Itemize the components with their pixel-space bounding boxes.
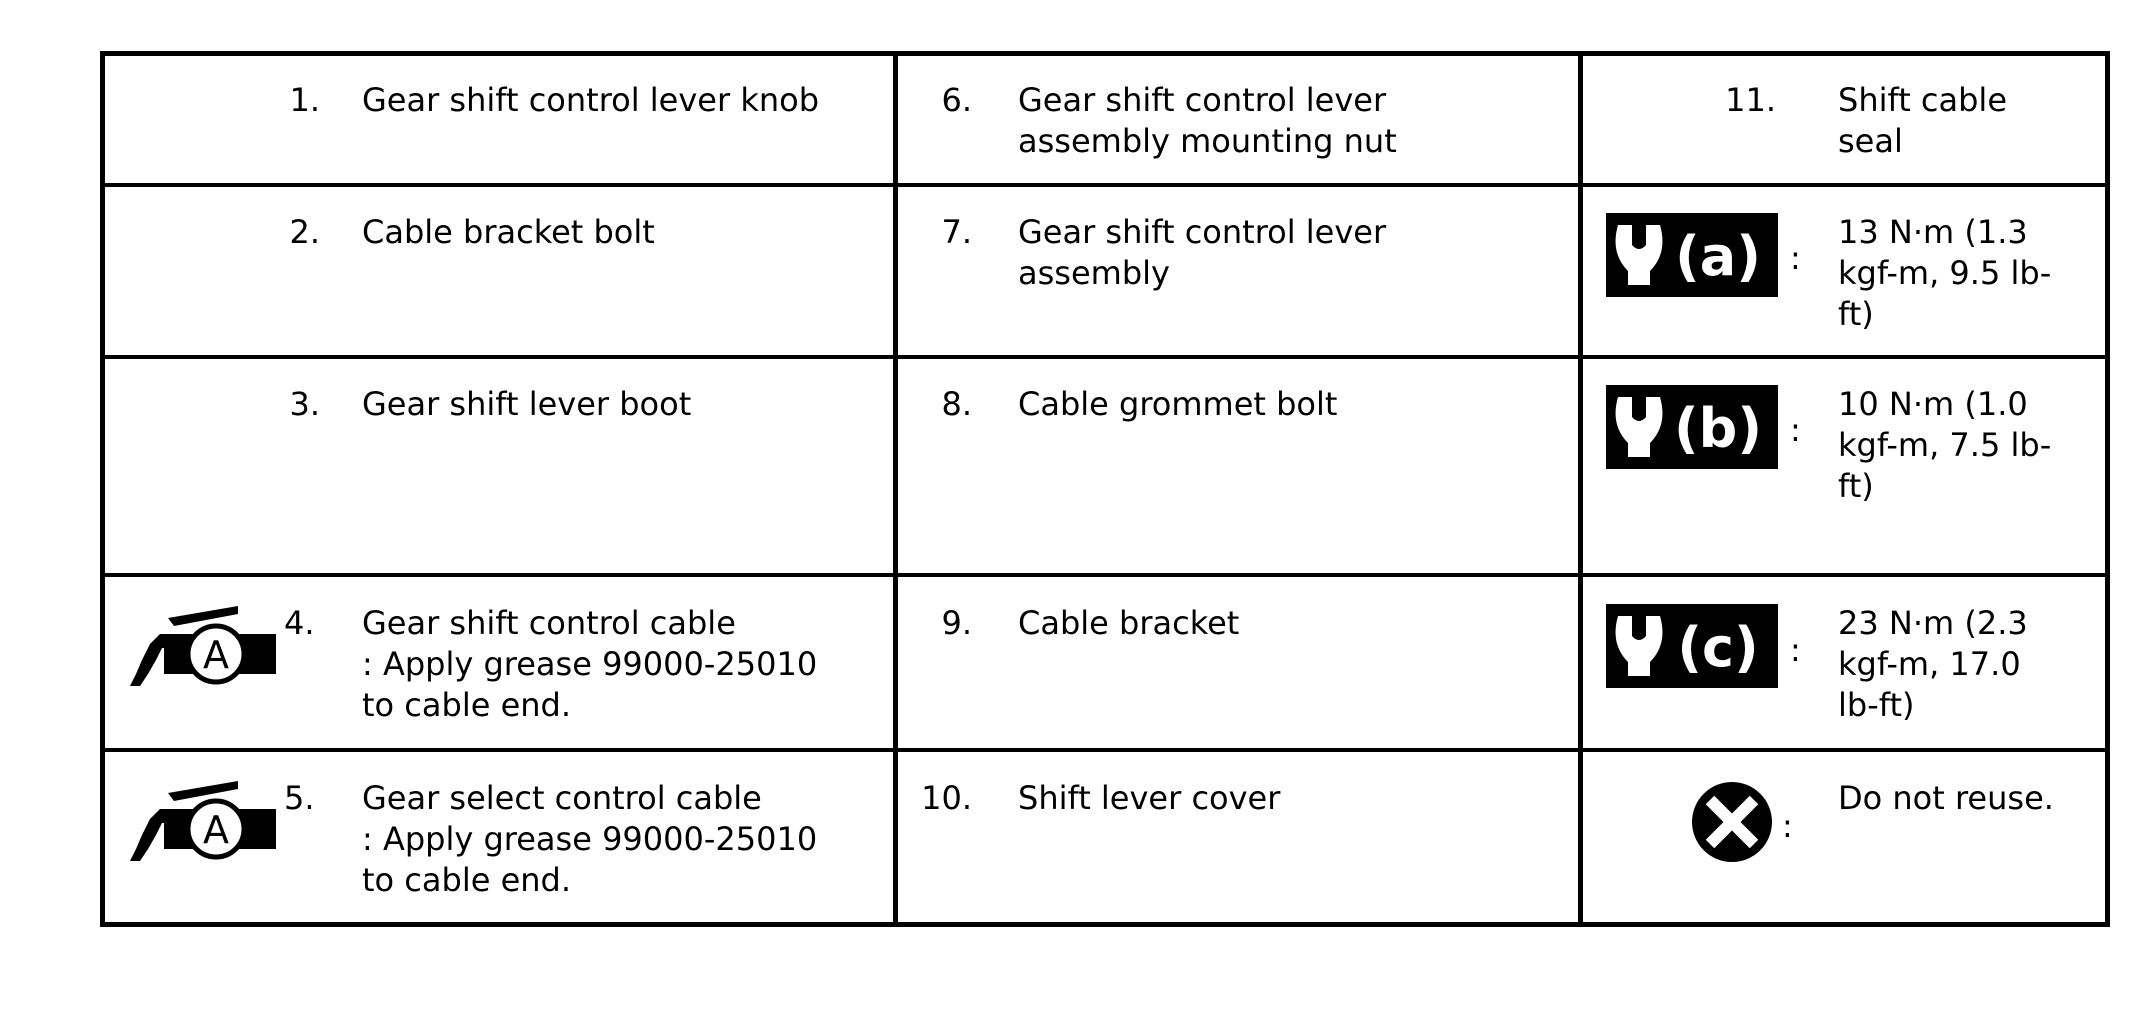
item-number: 6. [941, 81, 972, 119]
grease-gun-icon [128, 775, 283, 865]
item-number: 5. [284, 779, 315, 817]
colon: : [1782, 807, 1793, 845]
item-number: 7. [941, 213, 972, 251]
item-description: Gear shift control lever knob [362, 81, 820, 119]
item-description: Gear shift control lever assembly [1018, 213, 1387, 292]
torque-spec: 13 N·m (1.3 kgf-m, 9.5 lb- ft) [1838, 213, 2052, 333]
colon: : [1790, 411, 1801, 449]
item-number: 4. [284, 604, 315, 642]
item-description: Cable grommet bolt [1018, 385, 1338, 423]
item-number: 9. [941, 604, 972, 642]
item-description: Shift cable seal [1838, 81, 2007, 160]
row-divider [100, 573, 2110, 577]
item-description: Gear shift lever boot [362, 385, 692, 423]
item-description: Do not reuse. [1838, 779, 2054, 817]
grease-letter: A [203, 808, 229, 852]
item-number: 8. [941, 385, 972, 423]
torque-spec: 10 N·m (1.0 kgf-m, 7.5 lb- ft) [1838, 385, 2052, 505]
item-number: 3. [289, 385, 320, 423]
colon: : [1790, 631, 1801, 669]
item-number: 11. [1725, 81, 1776, 119]
item-description: Shift lever cover [1018, 779, 1281, 817]
row-divider [100, 355, 2110, 359]
torque-spec: 23 N·m (2.3 kgf-m, 17.0 lb-ft) [1838, 604, 2028, 724]
torque-label: (c) [1677, 616, 1759, 679]
item-number: 10. [921, 779, 972, 817]
item-description: Gear shift control lever assembly mounting nut [1018, 81, 1397, 160]
torque-wrench-icon [1606, 604, 1778, 688]
do-not-reuse-icon [1690, 780, 1774, 864]
item-number: 2. [289, 213, 320, 251]
torque-label: (a) [1675, 225, 1761, 288]
item-number: 1. [289, 81, 320, 119]
grease-gun-icon [128, 600, 283, 690]
torque-wrench-icon [1606, 385, 1778, 469]
torque-wrench-icon [1606, 213, 1778, 297]
item-description: Cable bracket bolt [362, 213, 655, 251]
torque-label: (b) [1673, 397, 1763, 460]
colon: : [1790, 239, 1801, 277]
row-divider [100, 748, 2110, 752]
item-description: Cable bracket [1018, 604, 1240, 642]
grease-letter: A [203, 633, 229, 677]
item-description: Gear shift control cable : Apply grease 99000-25010 to cable end. [362, 604, 818, 724]
item-description: Gear select control cable : Apply grease 99000-25010 to cable end. [362, 779, 818, 899]
row-divider [100, 183, 2110, 187]
